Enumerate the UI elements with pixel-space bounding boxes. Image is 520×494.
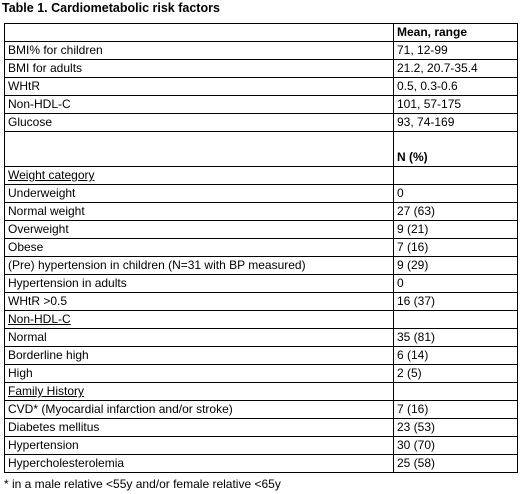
section-blank-cell [394, 383, 518, 401]
row-label: Glucose [5, 114, 394, 132]
row-label: Overweight [5, 221, 394, 239]
row-value: 0 [394, 185, 518, 203]
row-label: WHtR [5, 78, 394, 96]
header-row-mean [5, 24, 518, 42]
table-row [5, 257, 518, 275]
table-row [5, 437, 518, 455]
row-value: 25 (58) [394, 455, 518, 473]
row-label: BMI% for children [5, 42, 394, 60]
row-label: Hypertension [5, 437, 394, 455]
row-label: Normal [5, 329, 394, 347]
row-label: Borderline high [5, 347, 394, 365]
section-row-weight [5, 167, 518, 185]
row-value: 2 (5) [394, 365, 518, 383]
section-label [5, 383, 394, 401]
row-value: 16 (37) [394, 293, 518, 311]
row-label: BMI for adults [5, 60, 394, 78]
section-label [5, 167, 394, 185]
row-label: High [5, 365, 394, 383]
table-row [5, 329, 518, 347]
row-value: 35 (81) [394, 329, 518, 347]
row-value: 9 (21) [394, 221, 518, 239]
table-row [5, 114, 518, 132]
header-n-percent: N (%) [394, 132, 518, 167]
table-row [5, 203, 518, 221]
section-family-history: Family History [8, 384, 85, 398]
header-blank-cell [5, 24, 394, 42]
section-row-family [5, 383, 518, 401]
row-value: 101, 57-175 [394, 96, 518, 114]
row-value: 0.5, 0.3-0.6 [394, 78, 518, 96]
row-value: 21.2, 20.7-35.4 [394, 60, 518, 78]
table-row [5, 419, 518, 437]
header-blank-cell [5, 132, 394, 167]
row-label: CVD* (Myocardial infarction and/or stroke) [5, 401, 394, 419]
row-value: 0 [394, 275, 518, 293]
table-row [5, 365, 518, 383]
row-value: 6 (14) [394, 347, 518, 365]
row-label: Hypertension in adults [5, 275, 394, 293]
table-title: Table 1. Cardiometabolic risk factors [2, 1, 220, 15]
row-label: Non-HDL-C [5, 96, 394, 114]
row-value: 93, 74-169 [394, 114, 518, 132]
table-row [5, 275, 518, 293]
row-label: WHtR >0.5 [5, 293, 394, 311]
table-footnote: * in a male relative <55y and/or female relative <65y [4, 477, 281, 491]
table-row [5, 455, 518, 473]
table-row [5, 42, 518, 60]
row-value: 23 (53) [394, 419, 518, 437]
header-row-n [5, 132, 518, 167]
row-value: 71, 12-99 [394, 42, 518, 60]
section-blank-cell [394, 311, 518, 329]
row-value: 7 (16) [394, 239, 518, 257]
section-label [5, 311, 394, 329]
section-weight-category: Weight category [8, 168, 95, 182]
header-mean-range: Mean, range [394, 24, 518, 42]
risk-factors-table [4, 23, 518, 473]
row-value: 30 (70) [394, 437, 518, 455]
table-row [5, 293, 518, 311]
table-row [5, 401, 518, 419]
row-label: Diabetes mellitus [5, 419, 394, 437]
table-row [5, 78, 518, 96]
table-row [5, 185, 518, 203]
row-label: Hypercholesterolemia [5, 455, 394, 473]
row-value: 27 (63) [394, 203, 518, 221]
row-label: Obese [5, 239, 394, 257]
row-value: 7 (16) [394, 401, 518, 419]
table-row [5, 221, 518, 239]
row-label: Underweight [5, 185, 394, 203]
row-value: 9 (29) [394, 257, 518, 275]
table-row [5, 347, 518, 365]
section-blank-cell [394, 167, 518, 185]
row-label: (Pre) hypertension in children (N=31 with BP measured) [5, 257, 394, 275]
section-non-hdl-c: Non-HDL-C [8, 312, 71, 326]
section-row-nonhdl [5, 311, 518, 329]
table-row [5, 60, 518, 78]
table-row [5, 239, 518, 257]
table-row [5, 96, 518, 114]
row-label: Normal weight [5, 203, 394, 221]
